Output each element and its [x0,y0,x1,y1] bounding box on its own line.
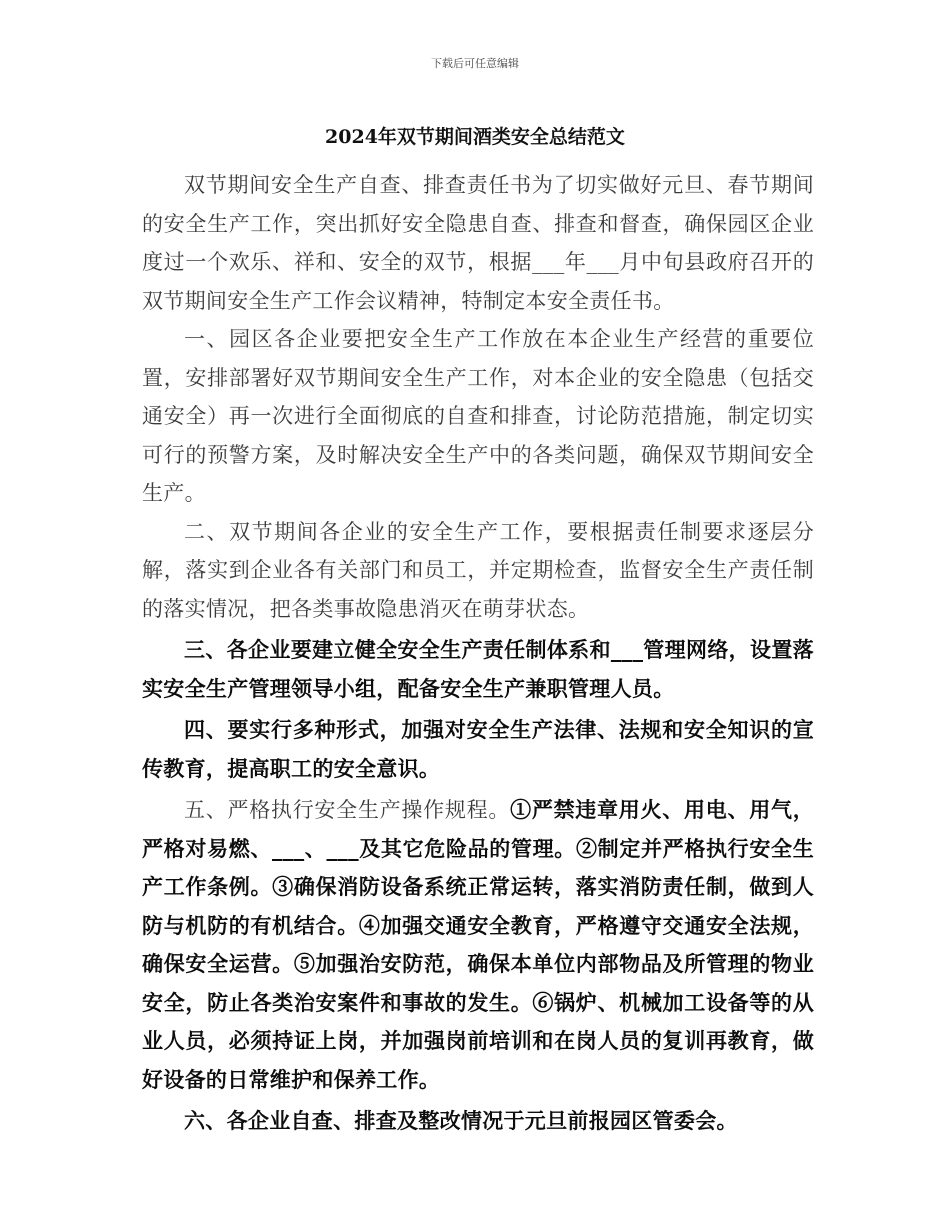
document-body [142,166,814,1141]
paragraph-item-2: 二、双节期间各企业的安全生产工作，要根据责任制要求逐层分解，落实到企业各有关部门和员工，并定期检查，监督安全生产责任制的落实情况，把各类事故隐患消灭在萌芽状态。 [142,519,814,621]
paragraph-item-4: 四、要实行多种形式，加强对安全生产法律、法规和安全知识的宣传教育，提高职工的安全意识。 [142,717,814,781]
paragraph-item-5-lead: 五、严格执行安全生产操作规程。 [184,798,511,822]
paragraph-item-3: 三、各企业要建立健全安全生产责任制体系和___管理网络，设置落实安全生产管理领导小组，配备安全生产兼职管理人员。 [142,637,814,701]
header-note: 下载后可任意编辑 [431,57,519,70]
paragraph-item-1: 一、园区各企业要把安全生产工作放在本企业生产经营的重要位置，安排部署好双节期间安全生产工作，对本企业的安全隐患（包括交通安全）再一次进行全面彻底的自查和排查，讨论防范措施，制定切实可行的预警方案，及时解决安全生产中的各类问题，确保双节期间安全生产。 [142,327,814,505]
page-title: 2024年双节期间酒类安全总结范文 [325,126,625,148]
paragraph-item-6: 六、各企业自查、排查及整改情况于元旦前报园区管委会。 [184,1108,738,1133]
paragraph-item-5 [142,791,814,1099]
paragraph-item-5-body: ①严禁违章用火、用电、用气，严格对易燃、___、___及其它危险品的管理。②制定并严格执行安全生产工作条例。③确保消防设备系统正常运转，落实消防责任制，做到人防与机防的有机结合。④加强交通安全教育，严格遵守交通安全法规，确保安全运营。⑤加强治安防范，确保本单位内部物品及所管理的物业安全，防止各类治安案件和事故的发生。⑥锅炉、机械加工设备等的从业人员，必须持证上岗，并加强岗前培训和在岗人员的复训再教育，做好设备的日常维护和保养工作。 [142,797,815,1092]
paragraph-intro: 双节期间安全生产自查、排查责任书为了切实做好元旦、春节期间的安全生产工作，突出抓好安全隐患自查、排查和督查，确保园区企业度过一个欢乐、祥和、安全的双节，根据___年___月中旬县政府召开的双节期间安全生产工作会议精神，特制定本安全责任书。 [142,173,814,313]
